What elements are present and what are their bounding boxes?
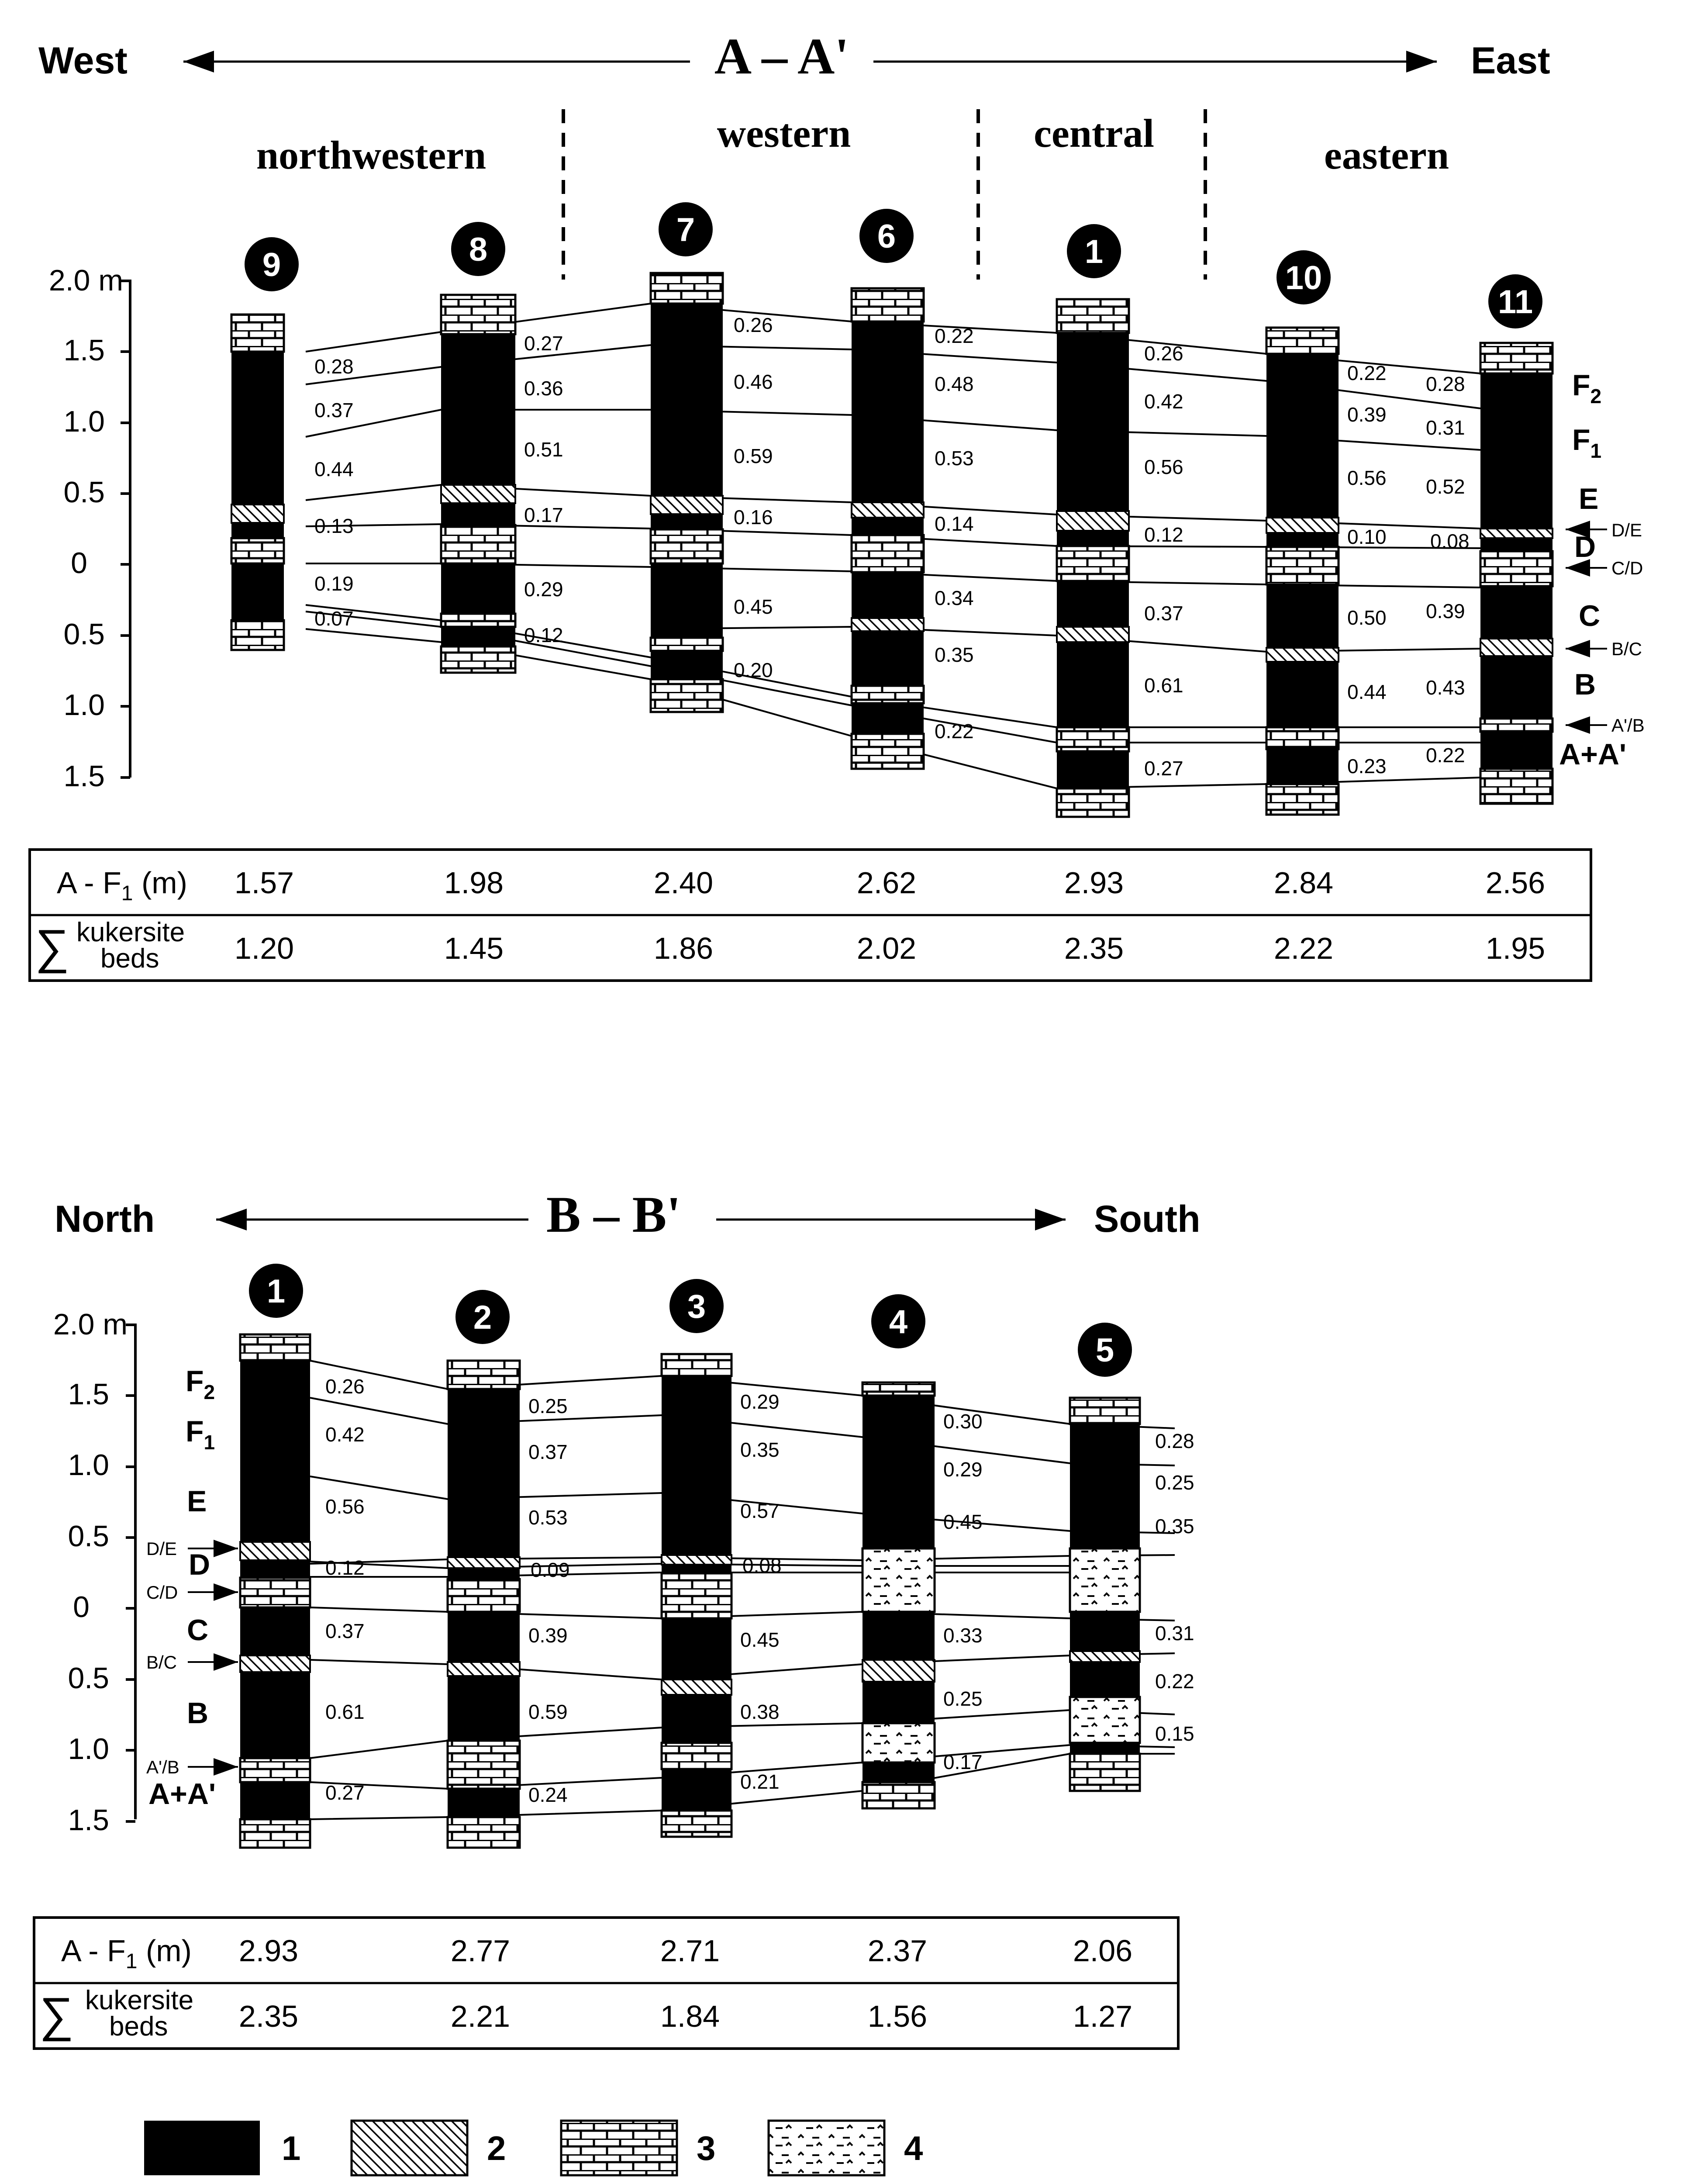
thickness-label: 0.44	[314, 458, 354, 480]
thickness-label: 0.26	[1144, 342, 1183, 365]
axis-tick-label: 2.0 m	[53, 1308, 128, 1341]
thickness-label: 0.22	[935, 720, 974, 743]
thickness-label: 0.37	[1144, 602, 1183, 625]
thickness-label: 0.26	[325, 1375, 365, 1398]
thickness-label: 0.29	[943, 1458, 983, 1481]
thickness-label: 0.37	[528, 1441, 568, 1463]
section-b-title: B – B'	[546, 1186, 681, 1243]
thickness-label: 0.12	[325, 1556, 365, 1579]
thickness-label: 0.44	[1347, 681, 1387, 703]
section-a-bed-labels	[1559, 369, 1645, 771]
thickness-label: 0.15	[1155, 1722, 1194, 1745]
table-cell: 1.84	[660, 1999, 720, 2033]
thickness-label: 0.22	[935, 325, 974, 347]
well-number: 2	[473, 1299, 492, 1336]
thickness-label: 0.22	[1155, 1670, 1194, 1693]
axis-tick-label: 0	[73, 1590, 90, 1624]
thickness-label: 0.07	[314, 607, 354, 630]
axis-tick-label: 1.0	[68, 1732, 109, 1766]
boundary-label-ab: A'/B	[146, 1757, 179, 1777]
well-column	[1057, 299, 1129, 817]
well-marker	[1488, 274, 1542, 328]
well-marker	[1067, 224, 1121, 278]
bed-label-c: C	[187, 1614, 209, 1647]
thickness-label: 0.37	[314, 399, 354, 422]
legend-label: 3	[697, 2129, 716, 2167]
axis-ticks	[121, 281, 130, 778]
thickness-label: 0.53	[935, 447, 974, 470]
thickness-label: 0.27	[325, 1781, 365, 1804]
thickness-label: 0.53	[528, 1506, 568, 1529]
table-cell: 2.35	[1064, 931, 1124, 965]
table-cell: 2.93	[1064, 866, 1124, 900]
bed-label-a: A+A'	[1559, 738, 1627, 771]
bed-label-c: C	[1579, 599, 1601, 632]
thickness-label: 0.56	[325, 1495, 365, 1518]
well-number: 8	[469, 231, 488, 268]
thickness-label: 0.39	[1426, 600, 1465, 622]
table-cell: 2.84	[1273, 866, 1334, 900]
thickness-label: 0.24	[528, 1783, 568, 1806]
axis-tick-label: 1.0	[63, 405, 105, 438]
bed-label-a: A+A'	[148, 1777, 216, 1811]
boundary-label-de: D/E	[146, 1538, 177, 1559]
legend-swatch-limestone	[561, 2121, 677, 2175]
thickness-label: 0.35	[1155, 1515, 1194, 1538]
thickness-label: 0.31	[1155, 1622, 1194, 1645]
legend-swatch-interlayer	[352, 2121, 467, 2175]
section-a-title: A – A'	[714, 28, 849, 85]
boundary-label-bc: B/C	[146, 1652, 177, 1673]
legend-label: 1	[282, 2129, 301, 2167]
bed-label-d: D	[1574, 530, 1596, 563]
thickness-label: 0.48	[935, 373, 974, 395]
thickness-label: 0.30	[943, 1410, 983, 1433]
thickness-label: 0.17	[943, 1751, 983, 1773]
axis-tick-label: 1.5	[63, 334, 105, 367]
thickness-label: 0.56	[1144, 456, 1183, 478]
table-cell: 2.62	[856, 866, 917, 900]
thickness-label: 0.59	[528, 1700, 568, 1723]
thickness-label: 0.12	[524, 624, 563, 646]
well-marker	[659, 202, 713, 256]
thickness-label: 0.57	[740, 1500, 780, 1522]
section-b-correlation-lines	[310, 1361, 1175, 1819]
well-number: 9	[262, 246, 281, 283]
thickness-label: 0.08	[742, 1554, 782, 1577]
table-cell: 1.45	[444, 931, 504, 965]
thickness-label: 0.28	[1155, 1430, 1194, 1452]
section-b-summary-table	[34, 1918, 1178, 2049]
thickness-label: 0.38	[740, 1700, 780, 1723]
thickness-label: 0.10	[1347, 525, 1387, 548]
well-number: 10	[1285, 259, 1322, 297]
row-label-a-f1: A - $F_1$ (m)	[57, 866, 187, 905]
thickness-label: 0.29	[740, 1390, 780, 1413]
well-number: 7	[676, 211, 695, 249]
thickness-label: 0.25	[1155, 1471, 1194, 1494]
table-cell: 1.95	[1485, 931, 1546, 965]
axis-tick-label: 0.5	[63, 618, 105, 651]
thickness-label: 0.50	[1347, 606, 1387, 629]
table-cell: 2.22	[1273, 931, 1334, 965]
table-cell: 2.93	[238, 1934, 299, 1968]
axis-tick-label: 0.5	[68, 1520, 109, 1553]
axis-tick-label: 1.0	[63, 688, 105, 722]
legend-label: 2	[487, 2129, 506, 2167]
thickness-label: 0.27	[524, 332, 563, 355]
east-label: East	[1471, 40, 1550, 82]
thickness-label: 0.17	[524, 504, 563, 526]
bed-label-d: D	[189, 1548, 210, 1581]
thickness-label: 0.25	[528, 1395, 568, 1417]
thickness-label: 0.35	[935, 643, 974, 666]
well-column	[662, 1354, 731, 1837]
region-central: central	[1034, 111, 1154, 156]
table-cell: 2.06	[1073, 1934, 1133, 1968]
thickness-label: 0.26	[734, 314, 773, 336]
thickness-label: 0.29	[524, 578, 563, 601]
bed-label-f1: $F_1$	[186, 1415, 215, 1454]
region-western: western	[717, 111, 851, 156]
well-number: 5	[1095, 1332, 1114, 1369]
thickness-label: 0.45	[734, 595, 773, 618]
thickness-label: 0.61	[1144, 674, 1183, 697]
well-marker	[455, 1290, 510, 1344]
thickness-label: 0.36	[524, 377, 563, 400]
thickness-label: 0.42	[325, 1423, 365, 1446]
bed-label-f2: $F_2$	[186, 1365, 215, 1403]
legend	[144, 2121, 923, 2175]
well-column	[1480, 343, 1553, 804]
thickness-label: 0.35	[740, 1438, 780, 1461]
thickness-label: 0.12	[1144, 523, 1183, 546]
thickness-label: 0.56	[1347, 467, 1387, 489]
section-a-summary-table	[30, 850, 1591, 981]
well-marker	[669, 1279, 724, 1333]
well-number: 3	[687, 1288, 706, 1325]
west-label: West	[38, 40, 128, 82]
axis-tick-label: 0	[71, 546, 87, 580]
thickness-label: 0.20	[734, 659, 773, 681]
boundary-label-de: D/E	[1611, 520, 1642, 540]
table-cell: 2.02	[856, 931, 917, 965]
well-column	[448, 1361, 520, 1848]
thickness-label: 0.28	[1426, 373, 1465, 395]
legend-label: 4	[904, 2129, 923, 2167]
thickness-label: 0.31	[1426, 416, 1465, 439]
bed-label-e: E	[1579, 482, 1599, 515]
table-cell: 1.20	[234, 931, 294, 965]
row-label-kukersite: kukersite	[76, 917, 185, 947]
section-b-axis	[53, 1308, 135, 1837]
bed-label-f1: $F_1$	[1572, 423, 1602, 462]
well-number: 11	[1497, 283, 1533, 321]
thickness-label: 0.39	[528, 1624, 568, 1647]
well-column	[1070, 1398, 1140, 1791]
thickness-label: 0.52	[1426, 475, 1465, 498]
table-cell: 2.35	[238, 1999, 299, 2033]
section-b-bed-labels	[146, 1365, 238, 1811]
table-cell: 2.56	[1485, 866, 1546, 900]
well-number: 1	[266, 1273, 286, 1310]
row-label-a-f1: A - $F_1$ (m)	[61, 1934, 192, 1973]
thickness-label: 0.14	[935, 512, 974, 535]
thickness-label: 0.61	[325, 1700, 365, 1723]
axis-tick-label: 1.0	[68, 1448, 109, 1482]
thickness-label: 0.25	[943, 1687, 983, 1710]
row-label-beds: beds	[100, 943, 159, 974]
well-number: 4	[889, 1303, 908, 1341]
bed-label-b: B	[187, 1697, 209, 1730]
axis-tick-label: 1.5	[63, 760, 105, 793]
thickness-label: 0.45	[740, 1628, 780, 1651]
thickness-label: 0.33	[943, 1624, 983, 1647]
boundary-label-cd: C/D	[146, 1582, 178, 1603]
thickness-label: 0.45	[943, 1510, 983, 1533]
well-marker	[859, 209, 914, 263]
well-marker	[1277, 250, 1331, 304]
table-cell: 1.56	[867, 1999, 928, 2033]
table-cell: 2.71	[660, 1934, 720, 1968]
thickness-label: 0.09	[531, 1559, 570, 1581]
thickness-label: 0.42	[1144, 390, 1183, 413]
boundary-label-bc: B/C	[1611, 639, 1642, 659]
thickness-label: 0.13	[314, 515, 354, 537]
well-marker	[451, 222, 505, 276]
thickness-label: 0.27	[1144, 757, 1183, 780]
well-column	[863, 1382, 935, 1808]
well-column	[852, 288, 924, 769]
thickness-label: 0.51	[524, 438, 563, 461]
thickness-label: 0.28	[314, 355, 354, 378]
table-cell: 2.37	[867, 1934, 928, 1968]
table-cell: 2.21	[450, 1999, 511, 2033]
well-column	[441, 295, 515, 673]
thickness-label: 0.23	[1347, 755, 1387, 778]
bed-label-f2: $F_2$	[1572, 369, 1602, 408]
table-cell: 1.98	[444, 866, 504, 900]
well-marker	[1078, 1323, 1132, 1377]
bed-label-b: B	[1574, 668, 1596, 701]
thickness-label: 0.22	[1426, 744, 1465, 767]
well-marker	[245, 237, 299, 291]
south-label: South	[1094, 1198, 1201, 1240]
well-marker	[249, 1264, 303, 1318]
table-cell: 1.86	[653, 931, 714, 965]
north-label: North	[55, 1198, 155, 1240]
row-label-kukersite: kukersite	[85, 1985, 194, 2015]
table-cell: 2.40	[653, 866, 714, 900]
well-column	[231, 314, 284, 650]
sigma-symbol: ∑	[39, 1988, 74, 2042]
thickness-label: 0.21	[740, 1770, 780, 1793]
legend-swatch-kukersite	[144, 2121, 260, 2175]
thickness-label: 0.37	[325, 1620, 365, 1642]
thickness-label: 0.08	[1430, 530, 1470, 553]
thickness-label: 0.22	[1347, 362, 1387, 384]
thickness-label: 0.39	[1347, 403, 1387, 426]
thickness-label: 0.19	[314, 572, 354, 595]
axis-tick-label: 0.5	[63, 476, 105, 509]
legend-swatch-marl	[769, 2121, 884, 2175]
boundary-label-cd: C/D	[1611, 558, 1643, 578]
axis-tick-label: 1.5	[68, 1804, 109, 1837]
thickness-label: 0.46	[734, 370, 773, 393]
axis-tick-label: 2.0 m	[48, 264, 123, 297]
thickness-label: 0.34	[935, 587, 974, 609]
thickness-label: 0.59	[734, 445, 773, 467]
axis-ticks	[126, 1325, 135, 1821]
sigma-symbol: ∑	[35, 920, 69, 974]
well-marker	[871, 1294, 925, 1348]
well-number: 6	[877, 218, 896, 255]
axis-tick-label: 0.5	[68, 1662, 109, 1695]
well-column	[651, 273, 723, 712]
table-cell: 1.27	[1073, 1999, 1133, 2033]
boundary-label-ab: A'/B	[1611, 715, 1645, 736]
table-cell: 1.57	[234, 866, 294, 900]
well-number: 1	[1084, 233, 1104, 270]
thickness-label: 0.43	[1426, 676, 1465, 699]
region-northwestern: northwestern	[256, 133, 486, 177]
thickness-label: 0.16	[734, 506, 773, 529]
well-column	[1266, 328, 1339, 815]
bed-label-e: E	[187, 1485, 207, 1518]
table-cell: 2.77	[450, 1934, 511, 1968]
axis-tick-label: 1.5	[68, 1378, 109, 1411]
well-column	[240, 1334, 310, 1848]
row-label-beds: beds	[109, 2011, 168, 2042]
section-b-header	[55, 1186, 1201, 1243]
region-eastern: eastern	[1324, 133, 1449, 177]
section-a-axis	[49, 264, 130, 793]
section-b-columns	[240, 1334, 1140, 1848]
